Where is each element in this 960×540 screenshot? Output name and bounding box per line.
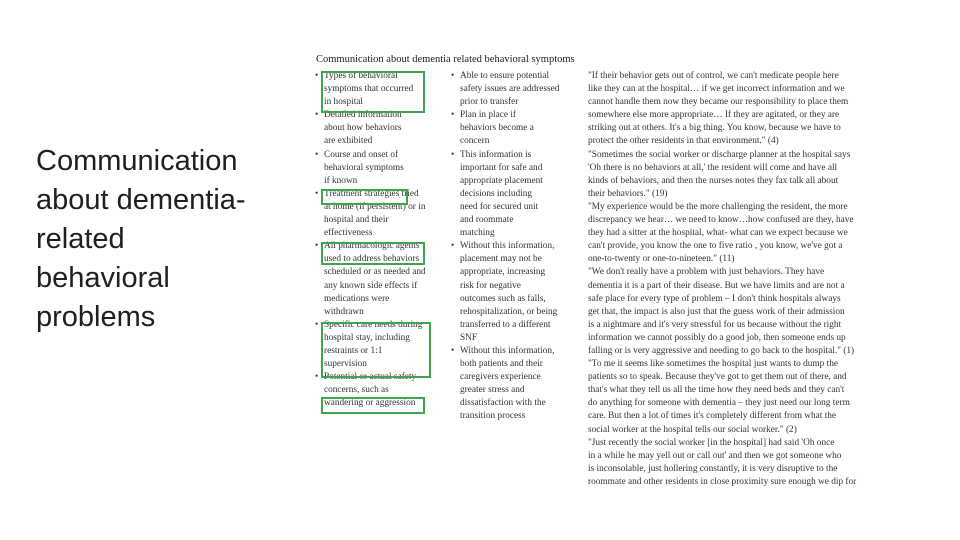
bullet-line: dissatisfaction with the: [460, 398, 546, 409]
slide-title-line: behavioral: [36, 262, 170, 294]
importance-bullet: [450, 109, 578, 148]
quote-line: kinds of behaviors, and then the nurses notes they fax talk all about: [588, 175, 839, 186]
quote-line: one-to-twenty or one-to-nineteen." (11): [588, 254, 735, 265]
bullet-line: decisions including: [460, 188, 533, 199]
bullet-line: both patients and their: [460, 359, 543, 370]
quote-line: "We don't really have a problem with just behaviors. They have: [588, 267, 825, 278]
quote-line: do anything for someone with dementia – they just need our long term: [588, 398, 850, 409]
bullet-line: • Plan in place if: [460, 110, 517, 121]
bullet-line: supervision: [324, 359, 367, 370]
quote-line: can't provide, you know the one to five ratio , you know, we've got a: [588, 241, 843, 252]
importance-bullet: [450, 70, 578, 109]
quote-line: 'Oh there is no behaviors at all,' the resident will come and have all: [588, 162, 838, 173]
bullet-line: • Types of behavioral: [324, 71, 398, 81]
bullet-line: • Without this information,: [460, 241, 555, 252]
slide-title-line: Communication: [36, 145, 238, 177]
bullet-line: if known: [324, 175, 358, 186]
bullet-line: • Specific care needs during: [324, 319, 423, 330]
bullet-line: greater stress and: [460, 385, 525, 396]
info-bullet: [314, 371, 442, 410]
quote-line: get that, the impact is also just that the guess work of their admission: [588, 306, 845, 317]
quote-line: is a nightmare and it's very stressful for us because without the right: [588, 319, 842, 330]
quote-line: like they can at the hospital… if we get incorrect information and we: [588, 84, 845, 95]
quote-line: safe place for every type of problem – I don't think hospitals always: [588, 293, 841, 304]
bullet-line: concerns, such as: [324, 385, 389, 396]
bullet-line: transferred to a different: [460, 319, 551, 330]
info-bullet: [314, 240, 442, 319]
column-information-needed: [314, 70, 442, 410]
importance-bullet: [450, 345, 578, 424]
bullet-line: rehospitalization, or being: [460, 306, 558, 317]
slide-title-line: about dementia-: [36, 184, 246, 216]
bullet-line: caregivers experience: [460, 372, 541, 383]
info-bullet: [314, 109, 442, 148]
bullet-line: effectiveness: [324, 228, 373, 239]
quote-line: is inconsolable, just hollering constantly, it is very disruptive to the: [588, 463, 838, 474]
quote-line: in a while he may yell out or call out' and then we got someone who: [588, 450, 842, 461]
quote-line: cannot handle them now they became our responsibility to place them: [588, 97, 849, 108]
bullet-line: hospital stay, including: [324, 332, 410, 343]
bullet-line: in hospital: [324, 97, 363, 108]
bullet-line: medications were: [324, 293, 390, 304]
quote-line: falling or is very aggressive and needing to go back to the hospital." (1): [588, 345, 855, 356]
info-bullet: [314, 70, 442, 109]
info-bullet: [314, 319, 442, 371]
bullet-line: safety issues are addressed: [460, 84, 560, 95]
bullet-line: appropriate, increasing: [460, 267, 546, 278]
bullet-line: symptoms that occurred: [324, 84, 414, 95]
bullet-line: SNF: [460, 332, 478, 343]
quote-line: dementia it is a part of their disease. But we have limits and are not a: [588, 280, 845, 291]
slide-title-line: problems: [36, 301, 156, 333]
bullet-line: • All pharmacologic agents: [324, 241, 420, 252]
bullet-line: • Treatment strategies tried: [324, 188, 419, 199]
slide-title: [36, 142, 276, 337]
bullet-line: • Able to ensure potential: [460, 71, 550, 81]
bullet-line: any known side effects if: [324, 280, 418, 291]
quote-line: "If their behavior gets out of control, we can't medicate people here: [588, 71, 839, 81]
quote-line: "Just recently the social worker [in the hospital] had said 'Oh once: [588, 437, 835, 448]
bullet-line: matching: [460, 228, 495, 239]
bullet-line: are exhibited: [324, 136, 373, 147]
bullet-line: placement may not be: [460, 254, 542, 265]
quote-line: "To me it seems like sometimes the hospital just wants to dump the: [588, 359, 838, 370]
bullet-line: used to address behaviors: [324, 254, 420, 265]
bullet-line: risk for negative: [460, 280, 521, 291]
quote-line: striking out at others. It's a big thing. You know, because we have to: [588, 123, 841, 134]
slide-title-line: related: [36, 223, 125, 255]
bullet-line: appropriate placement: [460, 175, 543, 186]
bullet-line: • Detailed information: [324, 110, 402, 121]
quote-line: "My experience would be the more challenging the resident, the more: [588, 201, 848, 212]
info-bullet: [314, 149, 442, 188]
quote-line: that's what they tell us all the time how they need beds and they can't: [588, 385, 845, 396]
info-bullet: [314, 188, 442, 240]
bullet-line: hospital and their: [324, 215, 389, 226]
bullet-line: behavioral symptoms: [324, 162, 404, 173]
quote-line: "Sometimes the social worker or discharge planner at the hospital says: [588, 149, 851, 160]
quote-line: information we cannot possibly do a good job, then someone ends up: [588, 332, 846, 343]
bullet-line: need for secured unit: [460, 201, 539, 212]
bullet-line: about how behaviors: [324, 123, 402, 134]
bullet-line: • This information is: [460, 149, 532, 160]
quote-line: discrepancy we hear… we need to know…how confused are they, have: [588, 215, 854, 226]
bullet-line: prior to transfer: [460, 97, 519, 108]
bullet-line: behaviors become a: [460, 123, 534, 134]
bullet-line: at home (if persistent) or in: [324, 201, 426, 212]
quote-line: patients so to speak. Because they've got to get them out of there, and: [588, 372, 847, 383]
quote-line: protect the other residents in that environment." (4): [588, 136, 779, 147]
bullet-line: transition process: [460, 411, 526, 422]
quote-line: somewhere else more appropriate… If they are agitated, or they are: [588, 110, 840, 121]
bullet-line: wandering or aggression: [324, 398, 416, 409]
article-figure: [314, 52, 874, 492]
bullet-line: important for safe and: [460, 162, 543, 173]
column-quotes: [588, 70, 874, 489]
quote-line: they had a sitter at the hospital, what- what can we expect because we: [588, 228, 848, 239]
column-importance: [450, 70, 578, 424]
importance-bullet: [450, 240, 578, 345]
quote-line: their behaviors." (19): [588, 188, 668, 199]
bullet-line: • Potential or actual safety: [324, 372, 417, 383]
bullet-line: restraints or 1:1: [324, 345, 383, 356]
figure-title: Communication about dementia related behavioral symptoms: [316, 54, 575, 65]
quote-line: care. But then a lot of times it's completely different from what the: [588, 411, 837, 422]
bullet-line: withdrawn: [324, 306, 364, 317]
bullet-line: scheduled or as needed and: [324, 267, 426, 278]
bullet-line: and roommate: [460, 215, 514, 226]
quote-line: roommate and other residents in close proximity sure enough we dip for: [588, 476, 857, 487]
quote-line: social worker at the hospital tells our social worker." (2): [588, 424, 797, 435]
importance-bullet: [450, 149, 578, 241]
bullet-line: concern: [460, 136, 490, 147]
bullet-line: • Without this information,: [460, 345, 555, 356]
bullet-line: • Course and onset of: [324, 149, 399, 160]
bullet-line: outcomes such as falls,: [460, 293, 546, 304]
